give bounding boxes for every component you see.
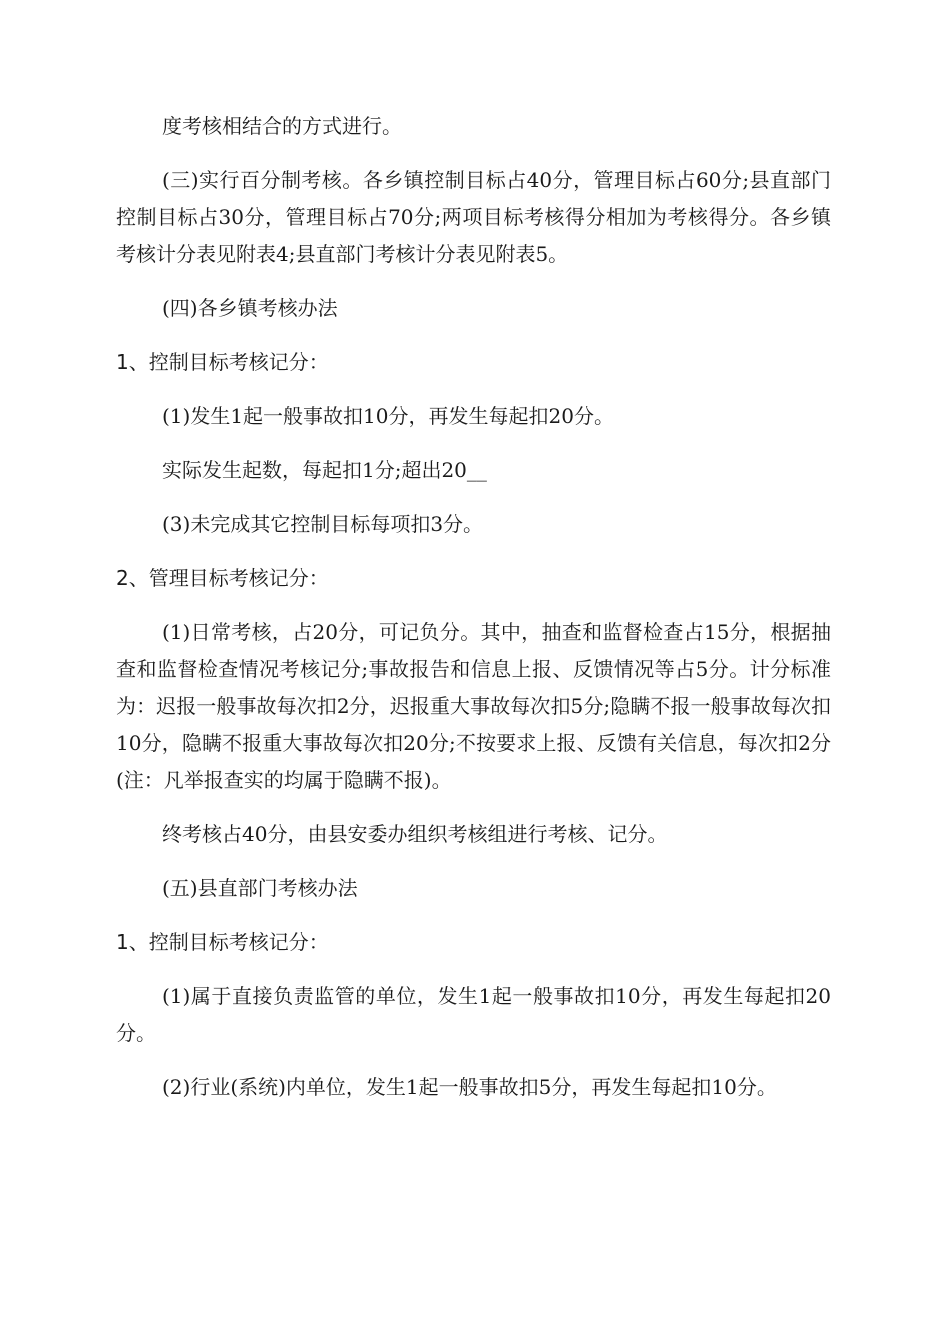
- paragraph-actual-occurrence: 实际发生起数，每起扣1分;超出20__: [162, 458, 487, 482]
- list-heading-text: 管理目标考核记分：: [148, 566, 329, 590]
- list-number: 2、: [116, 566, 149, 590]
- paragraph-scoring-system: (三)实行百分制考核。各乡镇控制目标占40分，管理目标占60分;县直部门控制目标占30分，管理目标占70分;两项目标考核得分相加为考核得分。各乡镇考核计分表见附表4;县直部门考核计分表见附表5。: [116, 168, 831, 266]
- list-number: 1、: [116, 350, 149, 374]
- heading-township-assessment: (四)各乡镇考核办法: [162, 296, 338, 320]
- paragraph-daily-assessment: (1)日常考核，占20分，可记负分。其中，抽查和监督检查占15分，根据抽查和监督检查情况考核记分;事故报告和信息上报、反馈情况等占5分。计分标准为：迟报一般事故每次扣2分，迟报重大事故每次扣5分;隐瞒不报一般事故每次扣10分，隐瞒不报重大事故每次扣20分;不按要求上报、反馈有关信息，每次扣2分(注：凡举报查实的均属于隐瞒不报)。: [116, 620, 831, 792]
- paragraph-method-continuation: 度考核相结合的方式进行。: [162, 114, 402, 138]
- paragraph-general-accident-deduction: (1)发生1起一般事故扣10分，再发生每起扣20分。: [162, 404, 614, 428]
- list-heading-text: 控制目标考核记分：: [148, 350, 329, 374]
- heading-management-target-scoring: [116, 560, 831, 597]
- heading-control-target-scoring: [116, 344, 831, 381]
- heading-county-department-assessment: (五)县直部门考核办法: [162, 876, 358, 900]
- list-number: 1、: [116, 930, 149, 954]
- list-heading-text: 控制目标考核记分：: [148, 930, 329, 954]
- document-page: [116, 108, 831, 1123]
- paragraph-direct-supervision: (1)属于直接负责监管的单位，发生1起一般事故扣10分，再发生每起扣20分。: [116, 984, 831, 1045]
- paragraph-final-assessment: 终考核占40分，由县安委办组织考核组进行考核、记分。: [162, 822, 668, 846]
- paragraph-industry-units: (2)行业(系统)内单位，发生1起一般事故扣5分，再发生每起扣10分。: [162, 1075, 777, 1099]
- heading-control-target-scoring-2: [116, 924, 831, 961]
- paragraph-other-targets: (3)未完成其它控制目标每项扣3分。: [162, 512, 484, 536]
